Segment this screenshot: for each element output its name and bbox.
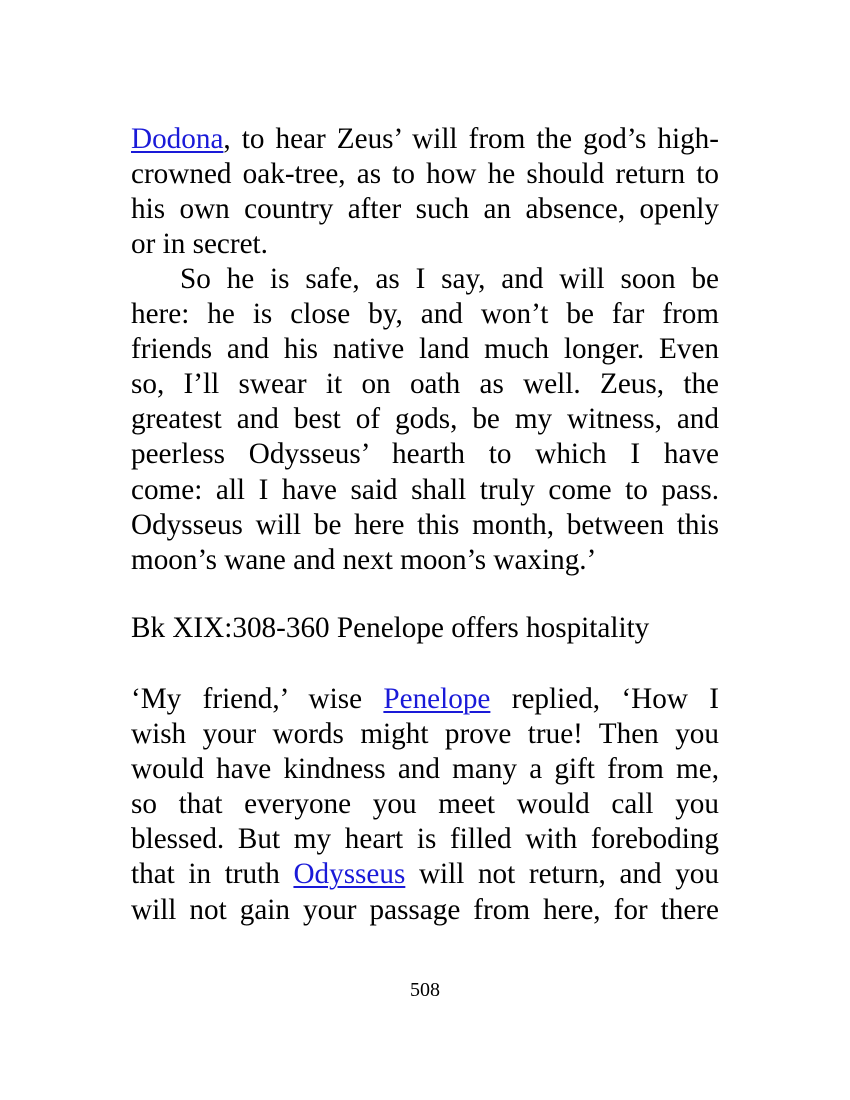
paragraph-3-line-6-after: will not return, and you: [405, 858, 719, 891]
paragraph-2-line-1: So he is safe, as I say, and will soon be: [180, 263, 719, 295]
paragraph-1-line-1: [131, 122, 719, 157]
paragraph-1-line-4: or in secret.: [131, 228, 268, 261]
penelope-link[interactable]: Penelope: [383, 683, 491, 715]
paragraph-3-line-3: would have kindness and many a gift from me,: [131, 753, 719, 786]
paragraph-2-line-4: so, I’ll swear it on oath as well. Zeus, the: [131, 368, 719, 401]
paragraph-1-line-2: crowned oak-tree, as to how he should return to: [131, 158, 719, 191]
paragraph-2-line-9: moon’s wane and next moon’s waxing.’: [131, 543, 597, 576]
paragraph-2-line-3: friends and his native land much longer. Even: [131, 333, 719, 366]
paragraph-3-line-1-before: ‘My friend,’ wise: [131, 683, 384, 715]
paragraph-1: [131, 122, 719, 262]
paragraph-3-line-6-before: that in truth: [131, 858, 294, 891]
paragraph-2-line-2: here: he is close by, and won’t be far from: [131, 298, 719, 331]
section-heading: Bk XIX:308-360 Penelope offers hospitality: [131, 612, 650, 644]
paragraph-2-line-6: peerless Odysseus’ hearth to which I have: [131, 438, 719, 471]
paragraph-2: [131, 262, 719, 578]
paragraph-3-line-6: [131, 857, 719, 892]
paragraph-2-line-8: Odysseus will be here this month, between this: [131, 508, 719, 541]
paragraph-3: [131, 682, 719, 928]
odysseus-link[interactable]: Odysseus: [293, 858, 406, 891]
page-number: 508: [410, 979, 440, 1001]
paragraph-3-line-4: so that everyone you meet would call you: [131, 788, 719, 821]
paragraph-3-line-2: wish your words might prove true! Then you: [131, 718, 719, 751]
dodona-link[interactable]: Dodona: [131, 123, 224, 155]
paragraph-3-line-1-after: replied, ‘How I: [490, 683, 719, 715]
paragraph-3-line-5: blessed. But my heart is filled with foreboding: [131, 823, 719, 856]
paragraph-3-line-7: will not gain your passage from here, for there: [131, 893, 719, 926]
paragraph-3-line-1: [131, 682, 719, 717]
paragraph-1-line-1-text: , to hear Zeus’ will from the god’s high-: [223, 123, 719, 155]
paragraph-2-line-5: greatest and best of gods, be my witness, and: [131, 403, 719, 436]
paragraph-2-line-7: come: all I have said shall truly come to pass.: [131, 473, 719, 506]
paragraph-1-line-3: his own country after such an absence, openly: [131, 193, 719, 226]
